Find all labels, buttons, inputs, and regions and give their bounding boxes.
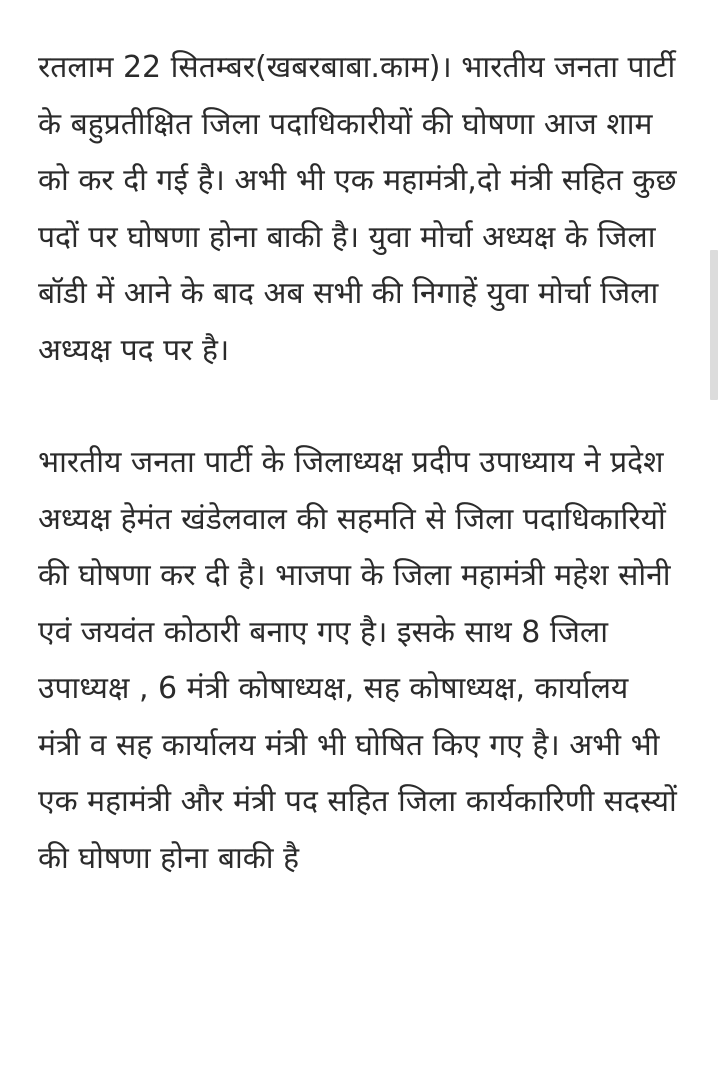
article-paragraph-1: रतलाम 22 सितम्बर(खबरबाबा.काम)। भारतीय जनता पार्टी के बहुप्रतीक्षित जिला पदाधिकारीयों की घोषणा आज शाम को कर दी गई है। अभी भी एक महामंत्री,दो मंत्री सहित कुछ पदों पर घोषणा होना बाकी है। युवा मोर्चा अध्यक्ष के जिला बॉडी में आने के बाद अब सभी की निगाहें युवा मोर्चा जिला अध्यक्ष पद पर है। — [38, 50, 677, 368]
scrollbar[interactable] — [706, 0, 718, 1070]
scrollbar-thumb[interactable] — [710, 250, 718, 400]
article-paragraph-2: भारतीय जनता पार्टी के जिलाध्यक्ष प्रदीप उपाध्याय ने प्रदेश अध्यक्ष हेमंत खंडेलवाल की सहमति से जिला पदाधिकारियों की घोषणा कर दी है। भाजपा के जिला महामंत्री महेश सोनी एवं जयवंत कोठारी बनाए गए है। इसके साथ 8 जिला उपाध्यक्ष , 6 मंत्री कोषाध्यक्ष, सह कोषाध्यक्ष, कार्यालय मंत्री व सह कार्यालय मंत्री भी घोषित किए गए है। अभी भी एक महामंत्री और मंत्री पद सहित जिला कार्यकारिणी सदस्यों की घोषणा होना बाकी है — [38, 445, 677, 876]
article-body — [38, 40, 680, 887]
